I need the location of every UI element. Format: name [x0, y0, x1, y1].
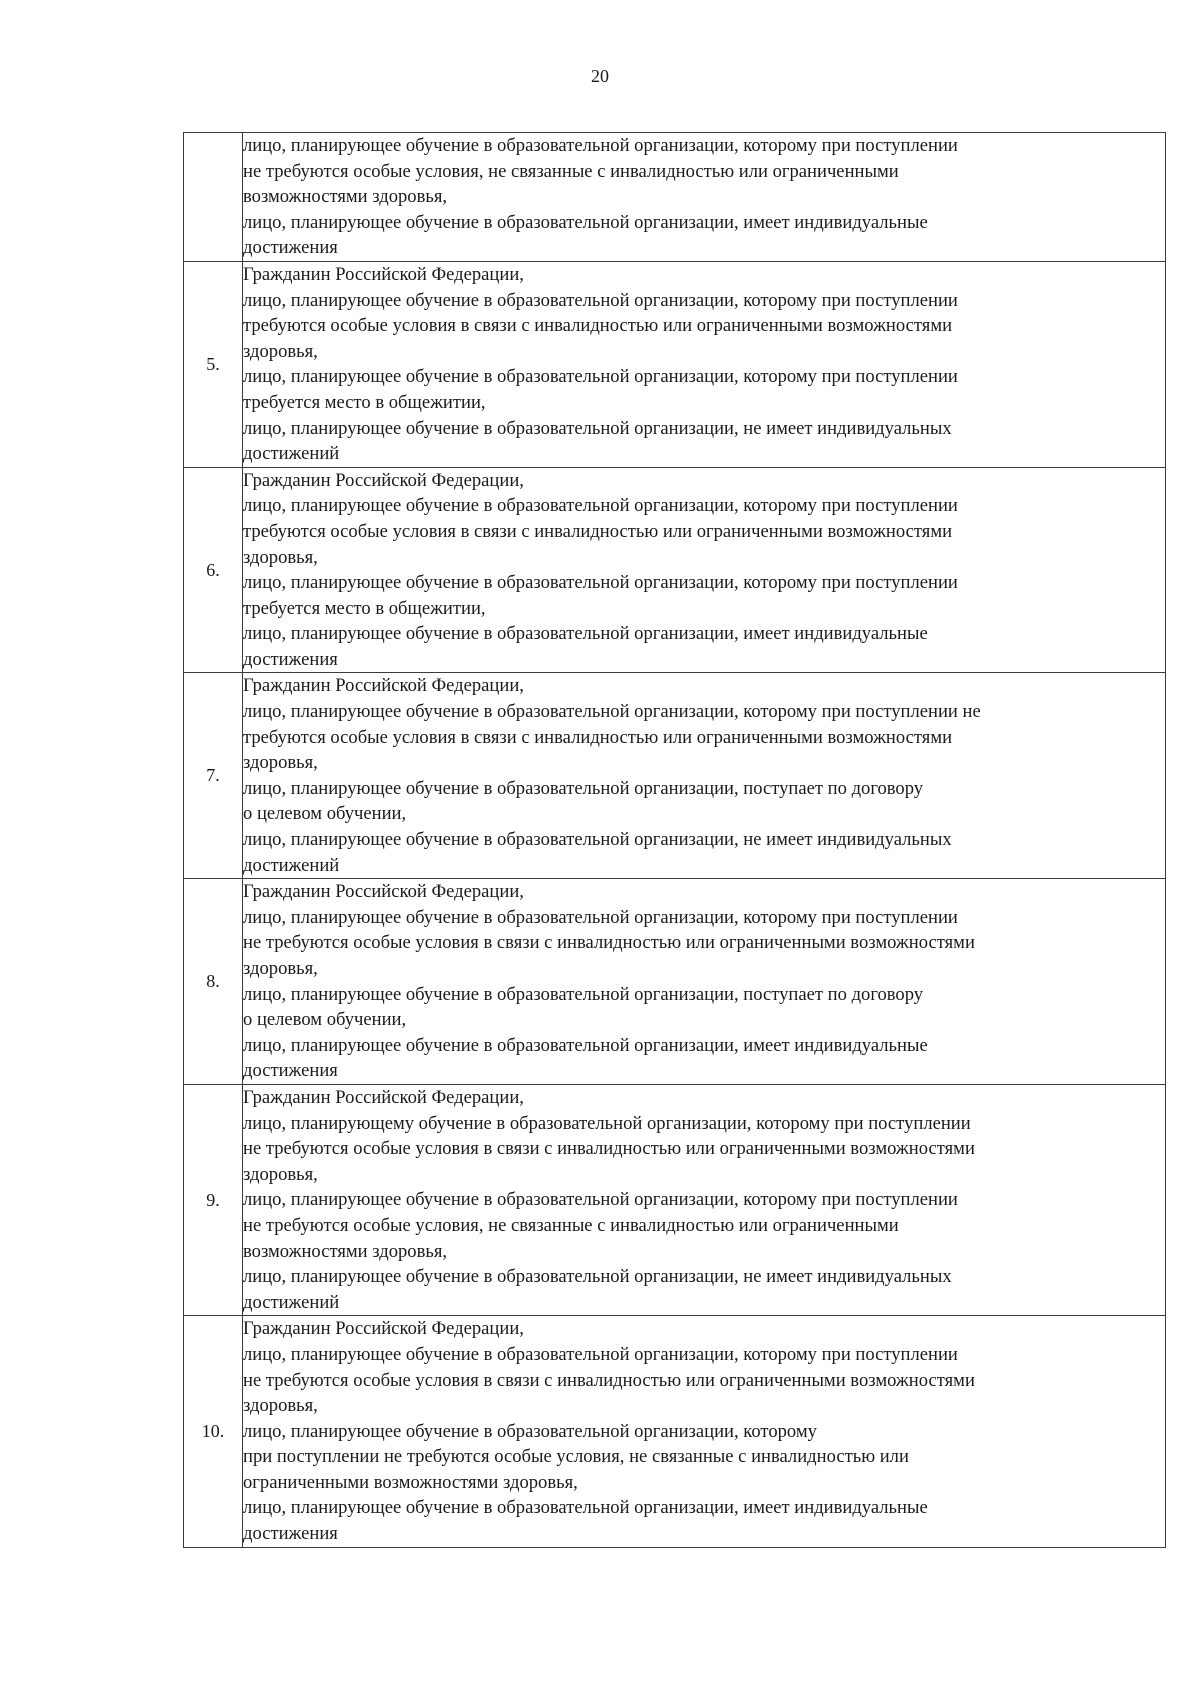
description-line: достижения	[243, 648, 338, 670]
description-line: лицо, планирующее обучение в образовательной организации, которому при поступлении	[243, 1189, 958, 1211]
row-number: 5.	[184, 261, 243, 467]
description-line: при поступлении не требуются особые условия, не связанные с инвалидностью или	[243, 1446, 909, 1468]
table-row	[184, 1316, 1166, 1547]
page-number: 20	[591, 66, 609, 86]
description-line: Гражданин Российской Федерации,	[243, 1086, 524, 1108]
table-row	[184, 261, 1166, 467]
description-line: Гражданин Российской Федерации,	[243, 675, 524, 697]
row-number: 8.	[184, 879, 243, 1085]
description-line: лицо, планирующее обучение в образовательной организации, не имеет индивидуальных	[243, 1266, 952, 1288]
description-line: Гражданин Российской Федерации,	[243, 1318, 524, 1340]
description-line: не требуются особые условия в связи с инвалидностью или ограниченными возможностями	[243, 932, 975, 954]
description-line: ограниченными возможностями здоровья,	[243, 1471, 578, 1493]
description-line: требуется место в общежитии,	[243, 391, 486, 413]
description-line: лицо, планирующее обучение в образовательной организации, которому при поступлении	[243, 1343, 958, 1365]
description-line: Гражданин Российской Федерации,	[243, 881, 524, 903]
description-line: требуется место в общежитии,	[243, 597, 486, 619]
description-line: лицо, планирующее обучение в образовательной организации, не имеет индивидуальных	[243, 417, 952, 439]
description-line: лицо, планирующее обучение в образовательной организации, имеет индивидуальные	[243, 1034, 928, 1056]
applicant-categories-table	[183, 132, 1166, 1548]
row-description	[243, 1316, 1166, 1547]
description-line: не требуются особые условия, не связанные с инвалидностью или ограниченными	[243, 160, 899, 182]
description-line: лицо, планирующее обучение в образовательной организации, имеет индивидуальные	[243, 211, 928, 233]
description-line: лицо, планирующее обучение в образовательной организации, которому	[243, 1420, 817, 1442]
description-line: лицо, планирующее обучение в образовательной организации, которому при поступлении	[243, 135, 958, 156]
row-description	[243, 467, 1166, 673]
description-line: достижения	[243, 237, 338, 259]
description-line: здоровья,	[243, 340, 318, 362]
description-line: не требуются особые условия в связи с инвалидностью или ограниченными возможностями	[243, 1138, 975, 1160]
row-description	[243, 673, 1166, 879]
table-row	[184, 673, 1166, 879]
description-line: требуются особые условия в связи с инвалидностью или ограниченными возможностями	[243, 726, 953, 748]
table-row	[184, 879, 1166, 1085]
description-line: возможностями здоровья,	[243, 1240, 448, 1262]
description-line: лицо, планирующее обучение в образовательной организации, имеет индивидуальные	[243, 1497, 928, 1519]
row-description	[243, 879, 1166, 1085]
description-line: достижений	[243, 854, 340, 876]
row-number	[184, 133, 243, 262]
description-line: лицо, планирующее обучение в образовательной организации, которому при поступлении	[243, 572, 958, 594]
row-description	[243, 261, 1166, 467]
description-line: достижения	[243, 1060, 338, 1082]
description-line: требуются особые условия в связи с инвалидностью или ограниченными возможностями	[243, 520, 953, 542]
description-line: лицо, планирующее обучение в образовательной организации, имеет индивидуальные	[243, 623, 928, 645]
description-line: здоровья,	[243, 546, 318, 568]
description-line: лицо, планирующее обучение в образовательной организации, не имеет индивидуальных	[243, 829, 952, 851]
description-line: достижений	[243, 1291, 340, 1313]
description-line: лицо, планирующее обучение в образовательной организации, поступает по договору	[243, 777, 924, 799]
description-line: о целевом обучении,	[243, 1009, 407, 1031]
description-line: здоровья,	[243, 1395, 318, 1417]
row-description	[243, 1084, 1166, 1315]
description-line: лицо, планирующее обучение в образовательной организации, которому при поступлении	[243, 906, 958, 928]
description-line: достижений	[243, 443, 340, 465]
description-line: возможностями здоровья,	[243, 186, 448, 208]
row-number: 10.	[184, 1316, 243, 1547]
table-row	[184, 133, 1166, 262]
row-number: 6.	[184, 467, 243, 673]
description-line: Гражданин Российской Федерации,	[243, 469, 524, 491]
description-line: здоровья,	[243, 1163, 318, 1185]
description-line: не требуются особые условия в связи с инвалидностью или ограниченными возможностями	[243, 1369, 975, 1391]
description-line: достижения	[243, 1523, 338, 1545]
description-line: здоровья,	[243, 958, 318, 979]
description-line: здоровья,	[243, 752, 318, 774]
description-line: лицо, планирующему обучение в образовательной организации, которому при поступлении	[243, 1112, 971, 1134]
description-line: лицо, планирующее обучение в образовательной организации, которому при поступлении	[243, 366, 958, 388]
row-description	[243, 133, 1166, 262]
description-line: лицо, планирующее обучение в образовательной организации, поступает по договору	[243, 983, 924, 1005]
table-row	[184, 467, 1166, 673]
description-line: требуются особые условия в связи с инвалидностью или ограниченными возможностями	[243, 315, 953, 337]
description-line: не требуются особые условия, не связанные с инвалидностью или ограниченными	[243, 1214, 899, 1236]
description-line: Гражданин Российской Федерации,	[243, 263, 524, 285]
description-line: лицо, планирующее обучение в образовательной организации, которому при поступлении	[243, 495, 958, 517]
description-line: лицо, планирующее обучение в образовательной организации, которому при поступлении	[243, 289, 958, 311]
row-number: 9.	[184, 1084, 243, 1315]
table-row	[184, 1084, 1166, 1315]
description-line: о целевом обучении,	[243, 803, 407, 825]
description-line: лицо, планирующее обучение в образовательной организации, которому при поступлении не	[243, 701, 981, 723]
row-number: 7.	[184, 673, 243, 879]
